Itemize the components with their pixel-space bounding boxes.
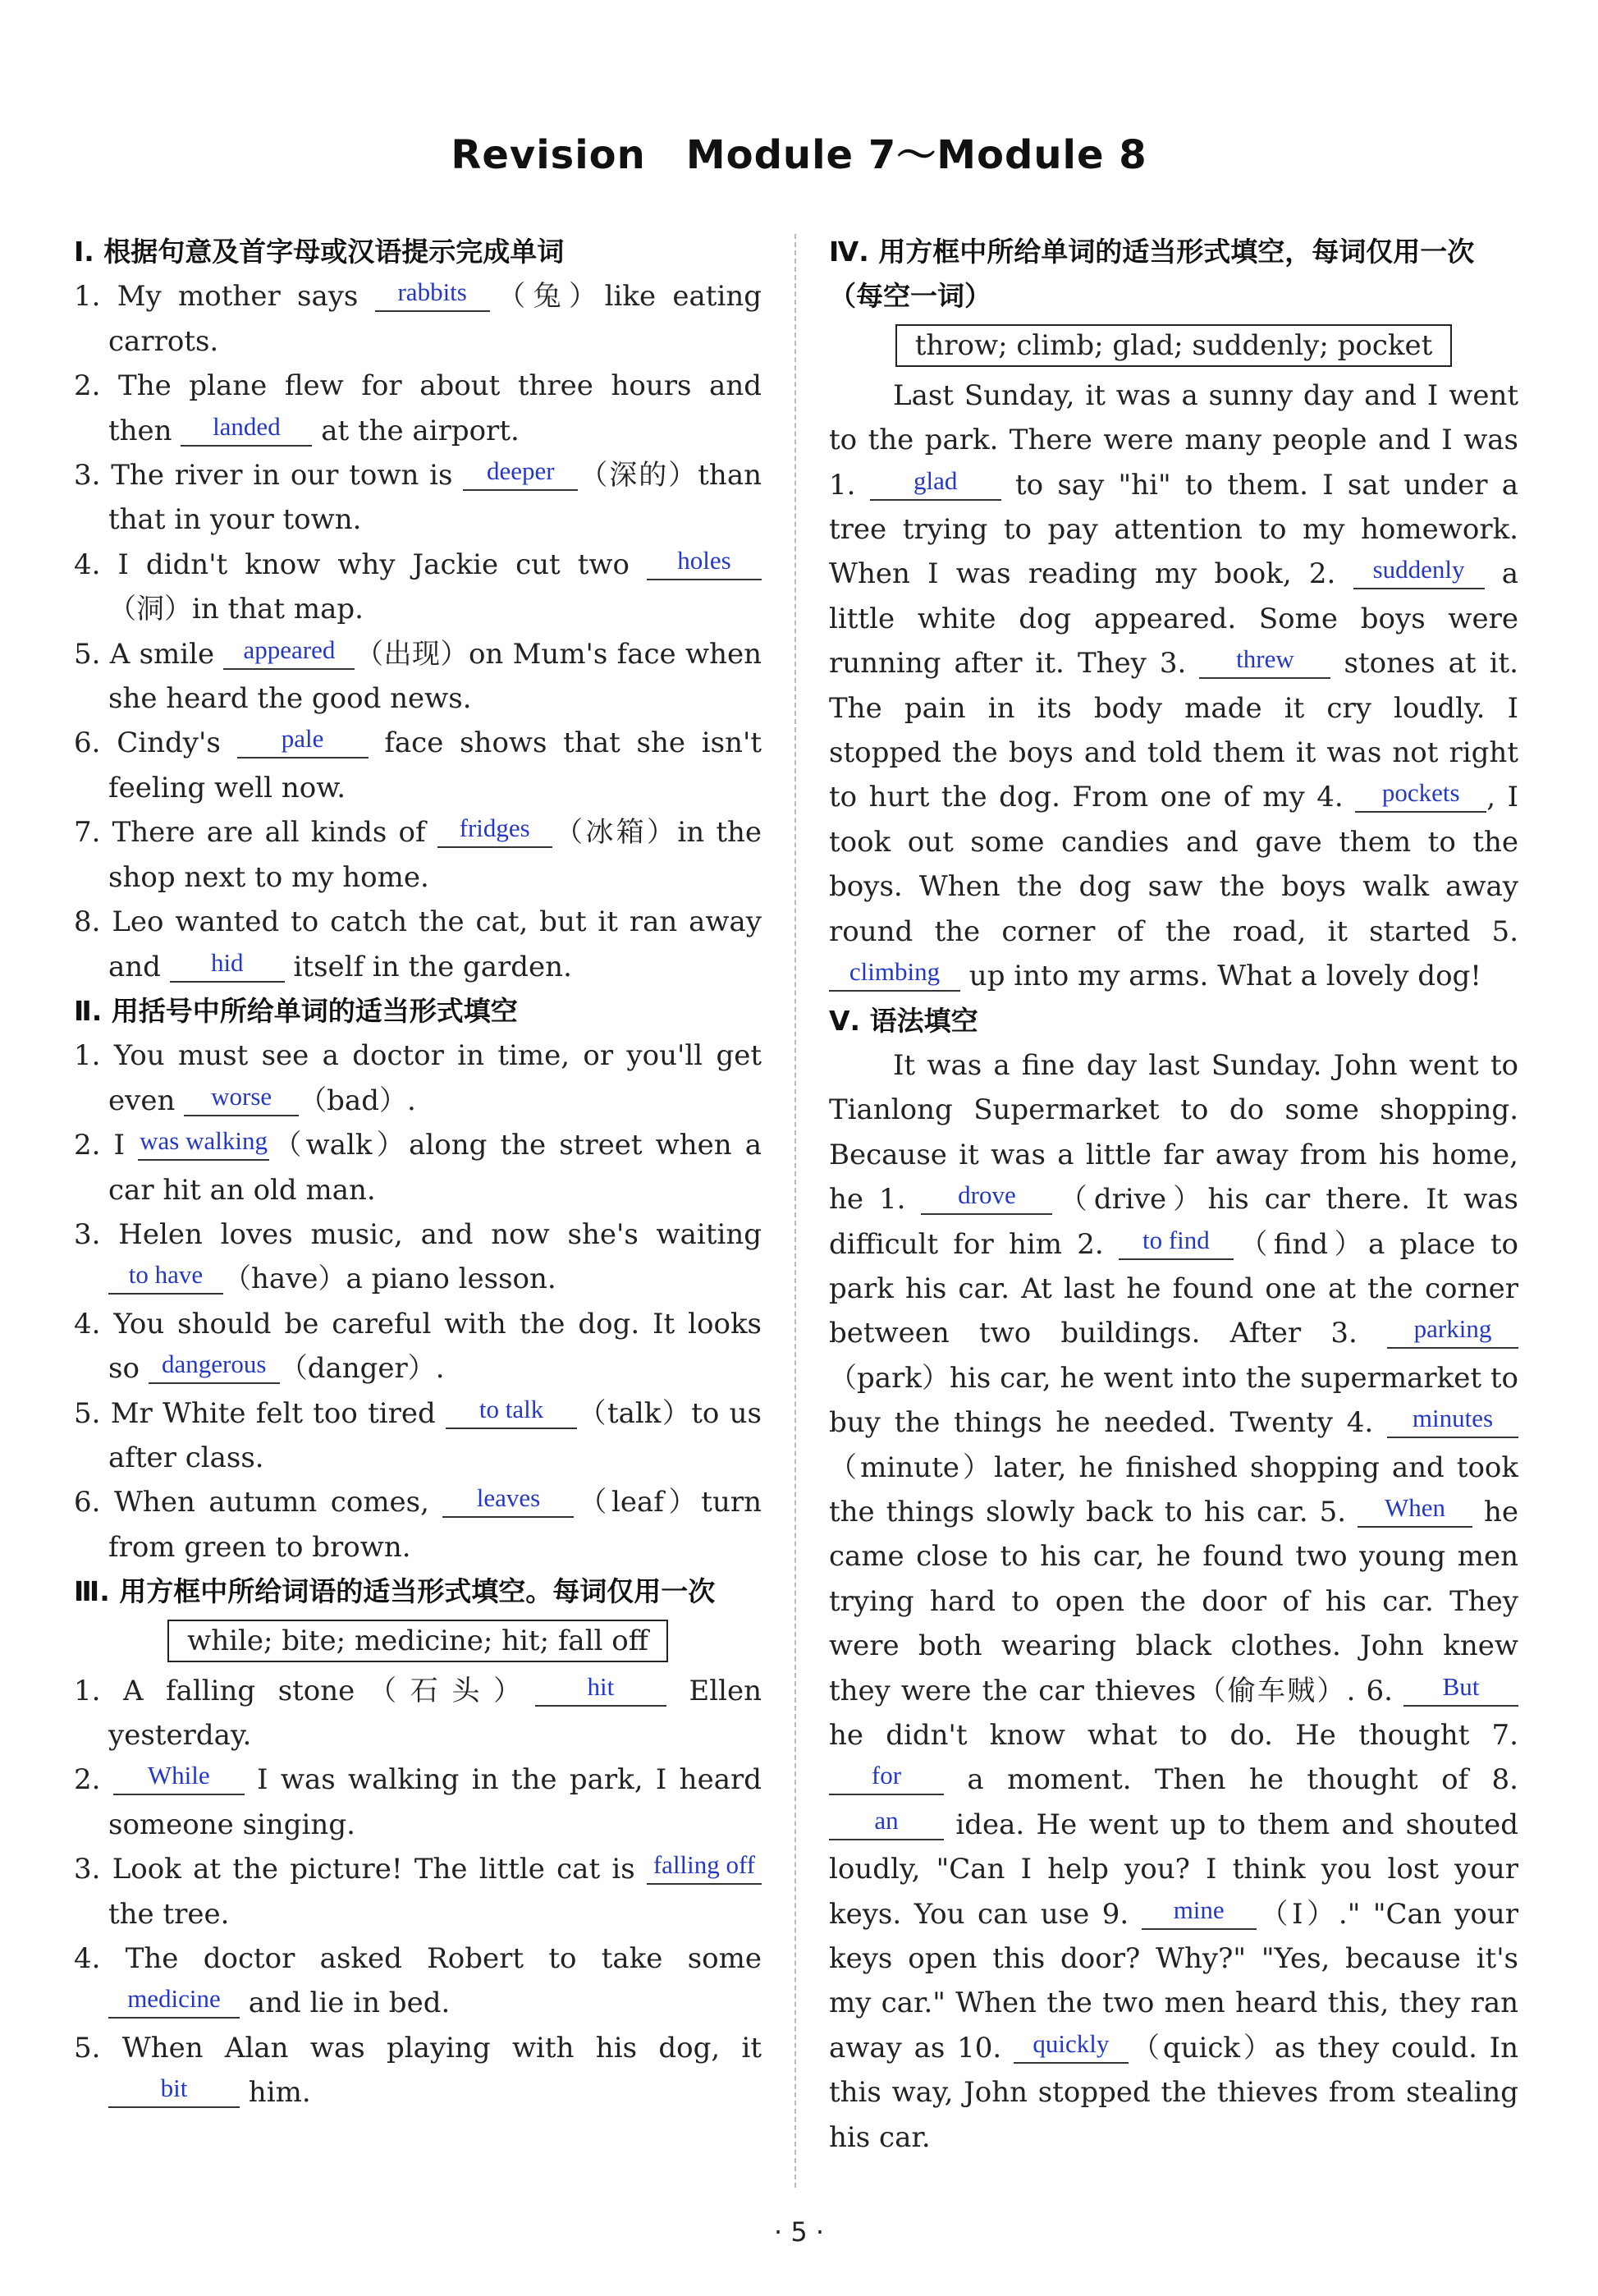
passage-text: to say "hi" to them. I sat under a tree trying to pay attention to my homework. When I was reading my book, 2. bbox=[829, 468, 1518, 591]
page-number: · 5 · bbox=[773, 2216, 825, 2248]
answer-blank[interactable]: to have bbox=[108, 1258, 223, 1295]
answer-blank[interactable]: When bbox=[1358, 1492, 1472, 1528]
question-text: 7. There are all kinds of bbox=[74, 816, 437, 850]
question-text: （洞）in that map. bbox=[108, 593, 364, 626]
question-text: （冰箱）in the shop next to my home. bbox=[108, 816, 762, 894]
passage-text: Last Sunday, it was a sunny day and I went to the park. There were many people and I was 1. bbox=[829, 378, 1518, 502]
section-4-heading: Ⅳ. 用方框中所给单词的适当形式填空，每词仅用一次（每空一词） bbox=[829, 236, 1475, 313]
section-3-heading: Ⅲ. 用方框中所给词语的适当形式填空。每词仅用一次 bbox=[74, 1575, 716, 1608]
question-text: face shows that she isn't feeling well now. bbox=[108, 726, 762, 804]
section-1-heading: Ⅰ. 根据句意及首字母或汉语提示完成单词 bbox=[74, 236, 565, 268]
question-text: （talk）to us after class. bbox=[108, 1396, 762, 1474]
question-text: （danger）. bbox=[279, 1352, 445, 1386]
question-text: 5. When Alan was playing with his dog, it bbox=[74, 2031, 762, 2065]
question-item bbox=[74, 1391, 762, 1481]
question-text: 3. Helen loves music, and now she's waiting bbox=[74, 1217, 762, 1251]
question-text: （have）a piano lesson. bbox=[223, 1263, 556, 1296]
answer-blank[interactable]: hit bbox=[535, 1670, 666, 1707]
passage-text: It was a fine day last Sunday. John went to Tianlong Supermarket to do some shopping. Because it was a little far away from his home, he 1. bbox=[829, 1048, 1518, 1217]
answer-blank[interactable]: hid bbox=[170, 946, 285, 983]
answer-blank[interactable]: parking bbox=[1387, 1313, 1518, 1349]
answer-blank[interactable]: leaves bbox=[442, 1482, 574, 1518]
question-text: at the airport. bbox=[312, 414, 520, 447]
question-text: 4. You should be careful with the dog. It looks so bbox=[74, 1307, 762, 1386]
answer-blank[interactable]: minutes bbox=[1387, 1402, 1518, 1438]
passage-text: （find）a place to park his car. At last he found one at the corner between two buildings. After 3. bbox=[829, 1227, 1518, 1350]
passage-text: （drive）his car there. It was difficult for him 2. bbox=[829, 1183, 1519, 1261]
question-text: （leaf）turn from green to brown. bbox=[108, 1486, 762, 1564]
answer-blank[interactable]: falling off bbox=[647, 1849, 762, 1885]
answer-blank[interactable]: threw bbox=[1199, 643, 1330, 679]
question-item bbox=[74, 364, 762, 453]
page-title: Revision Module 7～Module 8 bbox=[451, 132, 1147, 178]
question-text: 1. My mother says bbox=[74, 280, 375, 314]
passage-text: up into my arms. What a lovely dog! bbox=[960, 960, 1481, 993]
answer-blank[interactable]: While bbox=[113, 1759, 245, 1795]
question-item bbox=[74, 1758, 762, 1847]
answer-blank[interactable]: worse bbox=[184, 1080, 299, 1116]
answer-blank[interactable]: to talk bbox=[446, 1393, 577, 1429]
answer-blank[interactable]: But bbox=[1403, 1670, 1518, 1707]
answer-blank[interactable]: to find bbox=[1119, 1224, 1234, 1260]
question-text: 4. The doctor asked Robert to take some bbox=[74, 1942, 762, 1976]
answer-blank[interactable]: pale bbox=[237, 722, 369, 758]
passage-text: （quick）as they could. In this way, John stopped the thieves from stealing his car. bbox=[829, 2031, 1518, 2154]
question-item bbox=[74, 1847, 762, 1936]
passage-1 bbox=[829, 374, 1518, 999]
question-text: itself in the garden. bbox=[284, 950, 572, 983]
question-item bbox=[74, 1480, 762, 1570]
answer-blank[interactable]: mine bbox=[1142, 1894, 1257, 1930]
question-item bbox=[74, 632, 762, 722]
column-divider bbox=[794, 234, 796, 2188]
question-item bbox=[74, 810, 762, 900]
question-text: 2. bbox=[74, 1763, 113, 1797]
question-text: I was walking in the park, I heard someone singing. bbox=[108, 1763, 762, 1841]
question-item bbox=[74, 1669, 762, 1758]
question-item bbox=[74, 1123, 762, 1212]
question-text: 6. When autumn comes, bbox=[74, 1486, 443, 1519]
right-column bbox=[829, 230, 1518, 2160]
answer-blank[interactable]: quickly bbox=[1014, 2028, 1129, 2064]
section-5-heading: Ⅴ. 语法填空 bbox=[829, 1004, 978, 1037]
passage-text: （minute）later, he finished shopping and took the things slowly back to his car. 5. bbox=[829, 1450, 1518, 1528]
passage-text: idea. He went up to them and shouted loudly, "Can I help you? I think you lost your keys. You can use 9. bbox=[829, 1808, 1518, 1931]
answer-blank[interactable]: rabbits bbox=[375, 276, 490, 312]
answer-blank[interactable]: pockets bbox=[1355, 777, 1486, 813]
word-box: while; bite; medicine; hit; fall off bbox=[167, 1620, 668, 1662]
question-text: 5. A smile bbox=[74, 637, 224, 671]
answer-blank[interactable]: drove bbox=[921, 1179, 1052, 1215]
answer-blank[interactable]: an bbox=[829, 1804, 944, 1840]
question-item bbox=[74, 453, 762, 543]
section-2-heading: Ⅱ. 用括号中所给单词的适当形式填空 bbox=[74, 994, 518, 1027]
question-item bbox=[74, 274, 762, 364]
question-text: Ellen yesterday. bbox=[108, 1674, 762, 1752]
answer-blank[interactable]: glad bbox=[870, 465, 1001, 501]
left-column bbox=[74, 230, 762, 2115]
question-text: （walk）along the street when a car hit an old man. bbox=[108, 1129, 762, 1207]
question-item bbox=[74, 900, 762, 989]
passage-text: （park）his car, he went into the supermarket to buy the things he needed. Twenty 4. bbox=[829, 1361, 1518, 1440]
question-text: 4. I didn't know why Jackie cut two bbox=[74, 548, 647, 581]
passage-text: a moment. Then he thought of 8. bbox=[944, 1763, 1518, 1797]
passage-text: stones at it. The pain in its body made it cry loudly. I stopped the boys and told them it was not right to hurt the dog. From one of my 4. bbox=[829, 647, 1518, 814]
question-item bbox=[74, 721, 762, 810]
question-text: him. bbox=[240, 2076, 311, 2110]
question-item bbox=[74, 543, 762, 632]
question-text: 8. Leo wanted to catch the cat, but it ran away and bbox=[74, 905, 762, 983]
answer-blank[interactable]: deeper bbox=[463, 455, 578, 491]
passage-2 bbox=[829, 1043, 1518, 2160]
answer-blank[interactable]: suddenly bbox=[1353, 553, 1485, 589]
passage-text: （I）." "Can your keys open this door? Why?" "Yes, because it's my car." When the two men heard this, they ran away as 10. bbox=[829, 1897, 1518, 2065]
question-text: and lie in bed. bbox=[240, 1987, 451, 2020]
passage-text: a little white dog appeared. Some boys were running after it. They 3. bbox=[829, 557, 1519, 681]
question-text: 2. The plane flew for about three hours and then bbox=[74, 369, 762, 447]
question-text: （出现）on Mum's face when she heard the good news. bbox=[108, 637, 762, 716]
question-item bbox=[74, 1936, 762, 2026]
question-text: 1. You must see a doctor in time, or you'll get even bbox=[74, 1039, 762, 1117]
answer-blank[interactable]: holes bbox=[647, 544, 762, 580]
question-item bbox=[74, 1033, 762, 1123]
answer-blank[interactable]: dangerous bbox=[149, 1348, 280, 1384]
question-text: 1. A falling stone（石头） bbox=[74, 1674, 535, 1707]
answer-blank[interactable]: landed bbox=[181, 410, 312, 447]
passage-text: he came close to his car, he found two young men trying hard to open the door of his car. They were both wearing black clothes. John knew they were the car thieves（偷车贼）. 6. bbox=[829, 1495, 1518, 1707]
answer-blank[interactable]: medicine bbox=[108, 1982, 240, 2019]
question-text: （深的）than that in your town. bbox=[108, 459, 762, 537]
word-box: throw; climb; glad; suddenly; pocket bbox=[895, 324, 1453, 367]
question-text: the tree. bbox=[108, 1897, 230, 1931]
passage-text: , I took out some candies and gave them to the boys. When the dog saw the boys walk away round the corner of the road, it started 5. bbox=[829, 781, 1519, 948]
answer-blank[interactable]: fridges bbox=[437, 812, 552, 848]
question-text: （兔）like eating carrots. bbox=[108, 280, 762, 358]
question-text: 3. The river in our town is bbox=[74, 459, 464, 493]
answer-blank[interactable]: for bbox=[829, 1759, 944, 1795]
question-text: 6. Cindy's bbox=[74, 726, 237, 760]
answer-blank[interactable]: bit bbox=[108, 2072, 240, 2108]
passage-text: he didn't know what to do. He thought 7. bbox=[829, 1719, 1518, 1752]
question-text: （bad）. bbox=[299, 1084, 416, 1117]
question-text: 2. I bbox=[74, 1129, 139, 1162]
answer-blank[interactable]: climbing bbox=[829, 956, 960, 992]
answer-blank[interactable]: was walking bbox=[138, 1125, 269, 1161]
question-item bbox=[74, 1302, 762, 1391]
question-text: 3. Look at the picture! The little cat is bbox=[74, 1853, 647, 1886]
question-item bbox=[74, 2026, 762, 2115]
question-item bbox=[74, 1212, 762, 1302]
question-text: 5. Mr White felt too tired bbox=[74, 1396, 446, 1430]
answer-blank[interactable]: appeared bbox=[223, 634, 355, 670]
